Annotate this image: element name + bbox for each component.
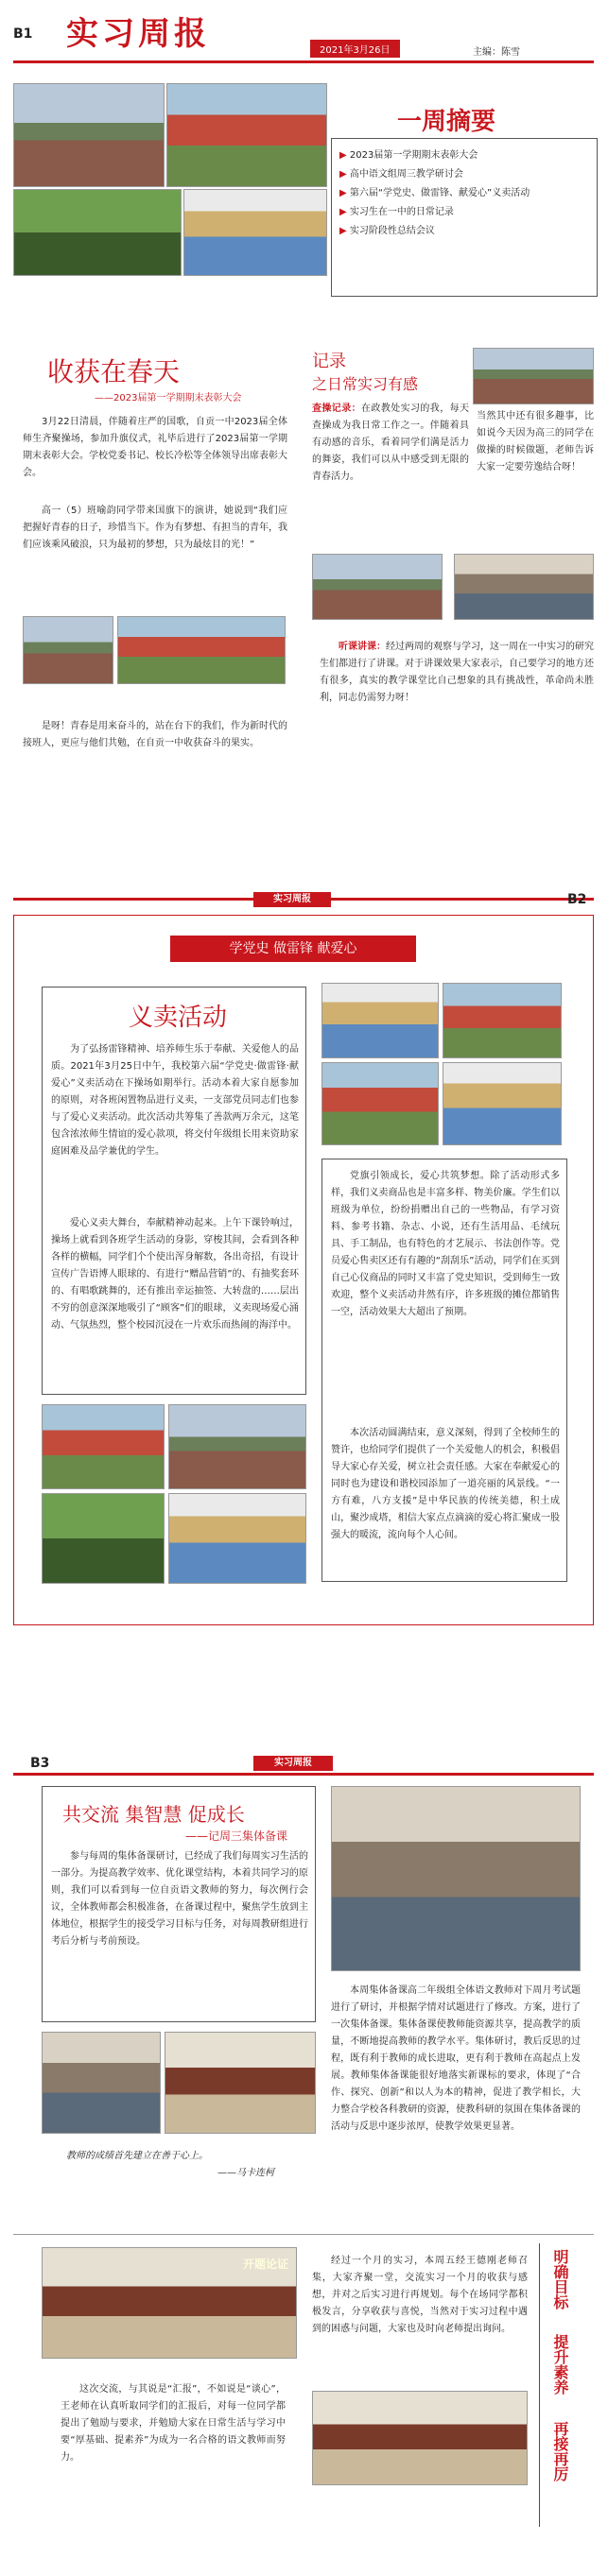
school-gate-photo xyxy=(13,83,165,187)
article-paragraph: 当然其中还有很多趣事，比如说今天因为高三的同学在做操的时候做题，老师告诉大家一定要劳逸结合呀！ xyxy=(477,411,594,472)
ceremony-photo xyxy=(166,83,327,187)
article-paragraph: 高一（5）班喻韵同学带来国旗下的演讲，她说到“我们应把握好青春的日子，珍惜当下。作为有梦想、有担当的青年，我们应该乘风破浪，只为最初的梦想，只为最炫目的光！” xyxy=(23,506,287,550)
exercise-photo xyxy=(312,554,443,620)
activity-photo xyxy=(168,1404,306,1489)
summary-title: 一周摘要 xyxy=(397,108,496,136)
article-title: 记录 xyxy=(312,352,346,371)
seminar-photo xyxy=(312,2391,528,2485)
side-rule xyxy=(539,2243,540,2527)
section-tag: 实习周报 xyxy=(253,1756,333,1771)
article-paragraph: 听课讲课：经过两周的观察与学习，这一周在一中实习的研究生们都进行了讲课。对于讲课效果大家表示，自己要学习的地方还有很多，真实的教学课堂比自己想象的具有挑战性，革命尚未胜利，同志仍需努力呀！ xyxy=(320,642,594,703)
booth-photo xyxy=(321,983,439,1058)
page-number: B2 xyxy=(567,892,587,907)
booth-photo xyxy=(321,1062,439,1145)
article-paragraph: 爱心义卖大舞台，奉献精神动起来。上午下课铃响过，操场上就看到各班学生活动的身影，穿梭其间，会看到各种各样的横幅，同学们个个使出浑身解数，各出奇招，有设计宣传广告语博人眼球的、有进行“赠品营销”的、有抽奖套环的、有唱歌跳舞的，还有推出幸运抽签、大转盘的……层出不穷的创意深深地吸引了“顾客”们的眼球，义卖现场爱心涌动、气氛热烈，整个校园沉浸在一片欢乐而热闹的海洋中。 xyxy=(51,1218,299,1331)
activity-photo xyxy=(42,1493,165,1584)
booth-photo xyxy=(183,189,327,276)
vertical-slogan: 明确目标 xyxy=(551,2249,569,2310)
summary-box xyxy=(331,138,598,297)
article-title: 收获在春天 xyxy=(47,356,181,387)
issue-date: 2021年3月26日 xyxy=(310,40,400,58)
vertical-slogan: 提升素养 xyxy=(551,2334,569,2395)
article-paragraph: 参与每周的集体备课研讨，已经成了我们每周实习生活的一部分。为提高教学效率、优化课堂结构，本着共同学习的原则，我们可以看到每一位自贡语文教师的努力，每次例行会议，全体教师都会积极准备，在备课过程中，聚焦学生放到主体地位，根据学生的接受学习目标与任务，对每周教研组进行考后分析与考前预设。 xyxy=(51,1851,308,1947)
activity-photo xyxy=(42,1404,165,1489)
summary-item: ▶ 高中语文组周三教学研讨会 xyxy=(339,169,463,180)
quote-author: ——马卡连柯 xyxy=(217,2168,274,2178)
article-title: 共交流 集智慧 促成长 xyxy=(62,1803,245,1826)
exercise-photo xyxy=(454,554,594,620)
article-paragraph: 本周集体备课高二年级组全体语文教师对下周月考试题进行了研讨，并根据学情对试题进行了修改。方案，进行了一次集体备课。集体备课使教师能资源共享，提高教学的质量，不断地提高教师的教学水平。集体研讨，教后反思的过程，既有利于教师的成长进取，更有利于教师在高起点上发展。教师集体备课能很好地落实新课标的要求，体现了“合作、探究、创新”和以人为本的精神，促进了教学相长，大力整合学校各科教研的资源，使教科研的氛围在集体备课的活动与反思中逐步浓厚，使教学效果更显著。 xyxy=(331,1985,581,2132)
article-subtitle: ——记周三集体备课 xyxy=(185,1829,288,1843)
article-paragraph: 这次交流，与其说是“汇报”，不如说是“谈心”，王老师在认真听取同学们的汇报后，对每一位同学都提出了勉励与要求，并勉励大家在日常生活与学习中要“厚基础、提素养”为成为一名合格的语文教师而努力。 xyxy=(61,2384,286,2463)
section-tag: 实习周报 xyxy=(253,892,331,907)
garden-photo xyxy=(13,189,182,276)
ceremony-photo xyxy=(23,616,113,684)
activity-photo xyxy=(168,1493,306,1584)
divider xyxy=(13,2234,594,2235)
meeting-photo xyxy=(165,2032,316,2134)
summary-item: ▶ 实习生在一中的日常记录 xyxy=(339,207,454,217)
meeting-photo xyxy=(331,1786,581,1971)
article-subtitle: ——2023届第一学期期末表彰大会 xyxy=(95,393,242,404)
banner: 学党史 做雷锋 献爱心 xyxy=(170,936,416,962)
banner-text: 开题论证 xyxy=(242,2258,288,2271)
article-paragraph: 为了弘扬雷锋精神、培养师生乐于奉献、关爱他人的品质。2021年3月25日中午，我校第六届“学党史·做雷锋·献爱心”义卖活动在下操场如期举行。活动本着大家自愿参加的原则，对各班闲置物品进行义卖，一支部党员同志们也参与了爱心义卖活动。此次活动共筹集了善款两万余元，这笔包含浓浓师生情谊的爱心款项，将交付年级组长用来资助家庭困难及品学兼优的学生。 xyxy=(51,1044,299,1157)
booth-photo xyxy=(443,983,562,1058)
masthead-title: 实习周报 xyxy=(66,15,210,53)
summary-list xyxy=(339,146,589,241)
vertical-slogan: 再接再厉 xyxy=(551,2421,569,2482)
booth-photo xyxy=(443,1062,562,1145)
quote: 教师的成绩首先建立在善于心上。 xyxy=(66,2151,208,2161)
article-paragraph: 经过一个月的实习，本周五经王德刚老师召集，大家齐聚一堂，交流实习一个月的收获与感想，并对之后实习进行再规划。每个在场同学都积极发言，分享收获与喜悦，当然对于实习过程中遇到的困惑与问题，大家也及时向老师提出询问。 xyxy=(312,2256,528,2334)
article-paragraph: 是呀！青春是用来奋斗的，站在台下的我们，作为新时代的接班人，更应与他们共勉，在自贡一中收获奋斗的果实。 xyxy=(23,721,287,748)
page-number: B1 xyxy=(13,26,33,42)
exercise-photo xyxy=(473,348,594,404)
seminar-photo xyxy=(42,2247,297,2359)
summary-item: ▶ 2023届第一学期期末表彰大会 xyxy=(339,150,478,161)
summary-item: ▶ 第六届“学党史、做雷锋、献爱心”义卖活动 xyxy=(339,188,530,198)
article-paragraph: 3月22日清晨，伴随着庄严的国歌，自贡一中2023届全体师生齐聚操场，参加升旗仪式，礼毕后进行了2023届第一学期期末表彰大会。学校党委书记、校长冷松等全体领导出席表彰大会。 xyxy=(23,417,287,478)
article-paragraph: 党旗引领成长，爱心共筑梦想。除了活动形式多样，我们义卖商品也是丰富多样、物美价廉。学生们以班级为单位，纷纷捐赠出自己的一些物品，有学习资料、参考书籍、杂志、小说，还有生活用品、毛绒玩具、手工制品，也有特色的才艺展示、书法创作等。党员爱心售卖区还有有趣的“刮刮乐”活动，同学们在买到自己心仪商品的同时又丰富了党史知识，受到师生一致欢迎，整个义卖活动井然有序，许多班级的摊位都销售一空，活动效果大大超出了预期。 xyxy=(331,1171,560,1317)
meeting-photo xyxy=(42,2032,161,2134)
summary-item: ▶ 实习阶段性总结会议 xyxy=(339,226,435,236)
header-rule xyxy=(13,60,594,63)
article-paragraph: 本次活动圆满结束，意义深刻，得到了全校师生的赞许，也给同学们提供了一个关爱他人的机会，积极倡导大家心存关爱，树立社会责任感。大家在奉献爱心的同时也为建设和谐校园添加了一道亮丽的风景线。“一方有难，八方支援”是中华民族的传统美德，积土成山，聚沙成塔，相信大家点点滴滴的爱心将汇聚成一股强大的暖流，流向每个人心间。 xyxy=(331,1428,560,1540)
editor-line: 主编：陈雪 xyxy=(473,47,520,58)
article-paragraph: 查操记录：在政教处实习的我，每天查操成为我日常工作之一。伴随着具有动感的音乐，看着同学们满是活力的舞姿，我们可以从中感受到无限的青春活力。 xyxy=(312,404,469,482)
page-rule xyxy=(13,1773,594,1776)
article-subtitle: 之日常实习有感 xyxy=(312,375,419,393)
article-title: 义卖活动 xyxy=(129,1004,228,1032)
page-number: B3 xyxy=(30,1756,50,1771)
award-photo xyxy=(117,616,286,684)
